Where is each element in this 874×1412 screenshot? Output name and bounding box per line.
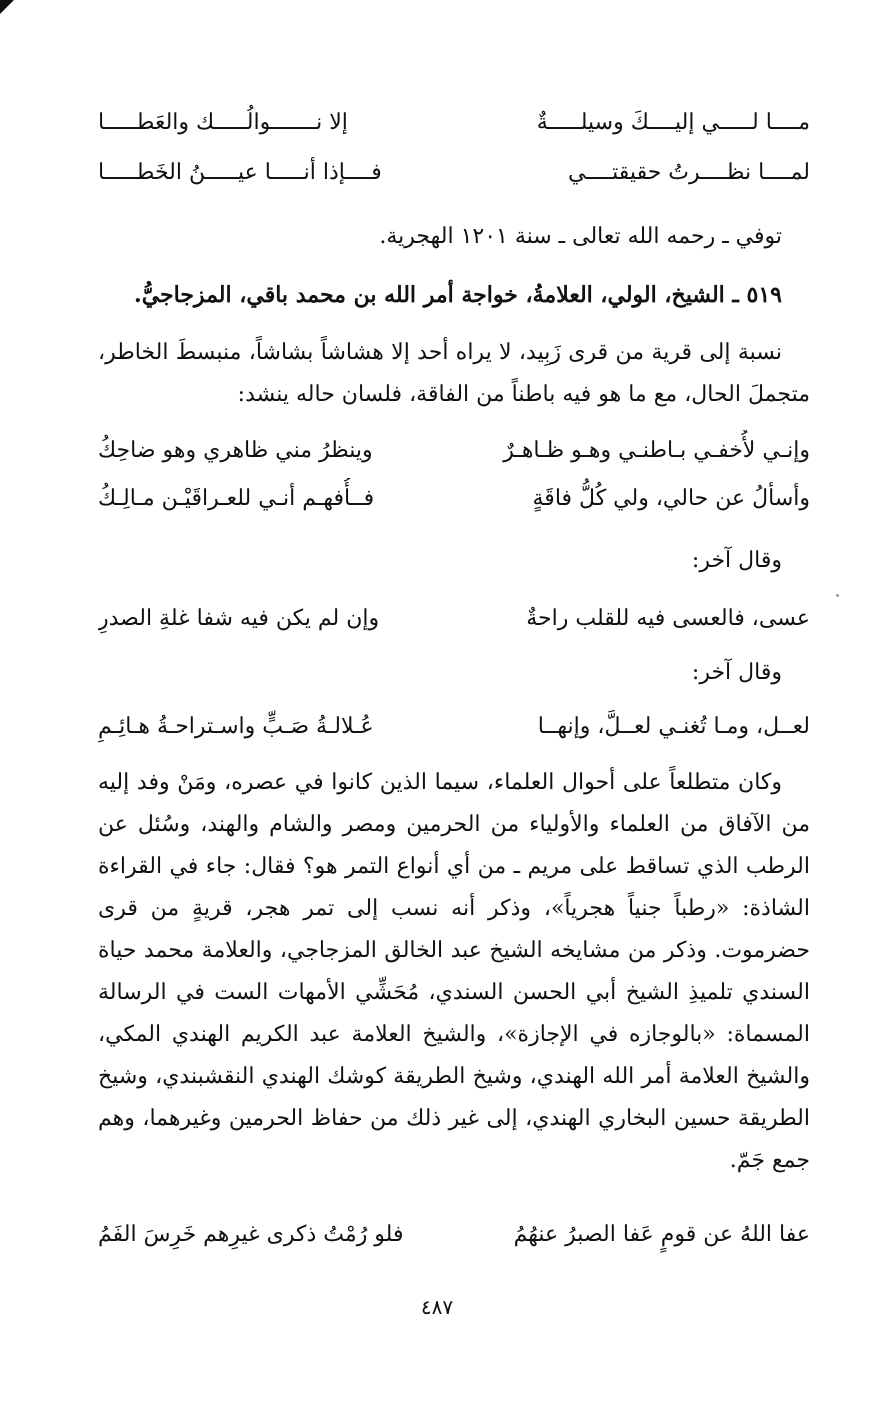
said-another-label: وقال آخر: bbox=[691, 548, 782, 573]
corner-mark bbox=[0, 0, 14, 14]
verse-line bbox=[98, 706, 810, 748]
verse-line bbox=[98, 430, 810, 472]
verse-second-hemistich: فلو رُمْتُ ذكرى غيرِهم خَرِسَ الفَمُ bbox=[98, 1222, 404, 1247]
main-paragraph: وكان متطلعاً على أحوال العلماء، سيما الذين كانوا في عصره، ومَنْ وفد إليه من الآفاق من العلماء والأولياء من الحرمين ومصر والشام والهند، وسُئل عن الرطب الذي تساقط على مريم ـ من أي أنواع التمر هو؟ فقال: جاء في القراءة الشاذة: «رطباً جنياً هجرياً»، وذكر أنه نسب إلى تمر هجر، قريةٍ من قرى حضرموت. وذكر من مشايخه الشيخ عبد الخالق المزجاجي، والعلامة محمد حياة السندي تلميذِ الشيخ أبي الحسن السندي، مُحَشِّي الأمهات الست في الرسالة المسماة: «بالوجازه في الإجازة»، والشيخ العلامة عبد الكريم الهندي المكي، والشيخ العلامة أمر الله الهندي، وشيخ الطريقة كوشك الهندي النقشبندي، وشيخ الطريقة حسين البخاري الهندي، إلى غير ذلك من حفاظ الحرمين وغيرهما، وهم جمع جَمّ. bbox=[98, 770, 810, 1173]
verse-first-hemistich: لعــل، ومـا تُغنـي لعــلَّ، وإنهــا bbox=[537, 714, 810, 739]
verse-first-hemistich: لمــــا نظــــرتُ حقيقتــــي bbox=[568, 160, 810, 185]
verse-first-hemistich: عفا اللهُ عن قومٍ عَفا الصبرُ عنهُمُ bbox=[513, 1222, 810, 1247]
verse-second-hemistich: وإن لم يكن فيه شفا غلةِ الصدرِ bbox=[98, 606, 380, 631]
death-note: توفي ـ رحمه الله تعالى ـ سنة ١٢٠١ الهجرية. bbox=[379, 224, 782, 249]
scan-speck bbox=[836, 594, 839, 597]
verse-line bbox=[98, 152, 810, 194]
entry-heading: ٥١٩ ـ الشيخ، الولي، العلامةُ، خواجة أمر الله بن محمد باقي، المزجاجيُّ. bbox=[134, 282, 782, 308]
page-number: ٤٨٧ bbox=[420, 1295, 454, 1319]
verse-second-hemistich: فــأُفهـم أنـي للعـراقَيْـن مـالِـكُ bbox=[98, 486, 375, 511]
verse-first-hemistich: وإنـي لأُخفـي بـاطنـي وهـو ظـاهـرٌ bbox=[503, 438, 810, 463]
verse-second-hemistich: وينظرُ مني ظاهري وهو ضاحِكُ bbox=[98, 438, 373, 463]
verse-second-hemistich: فــــإذا أنـــــا عيـــــنُ الخَطـــــا bbox=[98, 160, 382, 185]
verse-line bbox=[98, 102, 810, 144]
verse-line bbox=[98, 598, 810, 640]
verse-first-hemistich: عسى، فالعسى فيه للقلب راحةٌ bbox=[526, 606, 810, 631]
verse-first-hemistich: وأسألُ عن حالي، ولي كُلُّ فاقَةٍ bbox=[532, 486, 810, 511]
verse-line bbox=[98, 478, 810, 520]
entry-intro-paragraph: نسبة إلى قرية من قرى زَبِيد، لا يراه أحد إلا هشاشاً بشاشاً، منبسطَ الخاطر، متجملَ الحال، مع ما هو فيه باطناً من الفاقة، فلسان حاله ينشد: bbox=[98, 340, 810, 407]
verse-line bbox=[98, 1214, 810, 1256]
verse-first-hemistich: مــــا لـــــي إليــــكَ وسيلـــــةٌ bbox=[536, 110, 810, 135]
verse-second-hemistich: عُـلالـةُ صَـبٍّ واسـتراحـةُ هـائِـمِ bbox=[98, 714, 374, 739]
verse-second-hemistich: إلا نـــــــوالُـــــك والعَطـــــا bbox=[98, 110, 348, 135]
said-another-label: وقال آخر: bbox=[691, 660, 782, 685]
